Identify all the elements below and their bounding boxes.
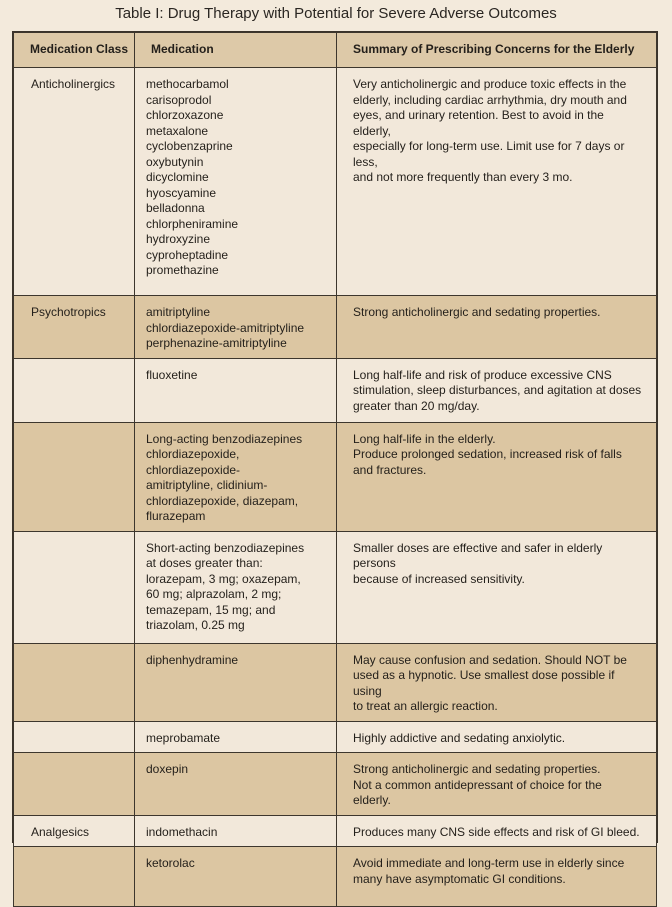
table-row [14, 358, 657, 422]
table-container [12, 31, 658, 886]
medication-line: doxepin [146, 762, 189, 776]
summary-cell [337, 358, 657, 422]
summary-line: Avoid immediate and long-term use in elderly since [353, 856, 625, 870]
table-row [14, 296, 657, 359]
summary-line: Smaller doses are effective and safer in elderly persons [353, 540, 603, 570]
summary-line: to treat an allergic reaction. [353, 699, 498, 713]
summary-cell [337, 753, 657, 816]
summary-line: Not a common antidepressant of choice for the elderly. [353, 777, 602, 807]
medication-cell [135, 68, 337, 296]
medication-class-cell [14, 422, 135, 531]
medication-line: hydroxyzine [146, 232, 211, 246]
medication-line: flurazepam [146, 509, 206, 523]
medication-line: chlorpheniramine [146, 216, 239, 231]
medication-cell [135, 422, 337, 531]
medication-cell [135, 815, 337, 847]
table-row [14, 643, 657, 721]
medication-line: perphenazine-amitriptyline [146, 336, 287, 350]
summary-line: stimulation, sleep disturbances, and agitation at doses [353, 383, 642, 397]
medication-class-cell [14, 753, 135, 816]
table-title: Table I: Drug Therapy with Potential for Severe Adverse Outcomes [115, 5, 557, 22]
medication-cell [135, 721, 337, 753]
summary-line: used as a hypnotic. Use smallest dose possible if using [353, 668, 615, 698]
summary-line: greater than 20 mg/day. [353, 398, 480, 413]
medication-line: amitriptyline, clidinium- [146, 478, 268, 492]
medication-line: chlordiazepoxide-amitriptyline [146, 320, 305, 335]
table-body [14, 68, 657, 907]
table-row [14, 422, 657, 531]
medication-line: chlordiazepoxide, diazepam, [146, 493, 299, 508]
medication-line: carisoprodol [146, 92, 212, 107]
summary-line: eyes, and urinary retention. Best to avoid in the elderly, [353, 108, 604, 138]
summary-line: Produce prolonged sedation, increased risk of falls [353, 447, 622, 461]
summary-cell [337, 531, 657, 643]
medication-class-cell [14, 358, 135, 422]
table-row [14, 721, 657, 753]
medication-class-cell: Psychotropics [14, 296, 135, 359]
header-medication: Medication [135, 33, 337, 68]
medication-cell [135, 296, 337, 359]
medication-line: Long-acting benzodiazepines [146, 431, 303, 446]
medication-class-cell [14, 531, 135, 643]
medication-line: amitriptyline [146, 305, 211, 319]
medication-line: ketorolac [146, 856, 195, 870]
medication-line: metaxalone [146, 123, 209, 138]
summary-cell [337, 643, 657, 721]
medication-line: lorazepam, 3 mg; oxazepam, [146, 571, 301, 586]
medication-line: cyproheptadine [146, 247, 229, 262]
table-row [14, 815, 657, 847]
medication-cell [135, 531, 337, 643]
medication-line: dicyclomine [146, 170, 209, 184]
medication-cell [135, 643, 337, 721]
summary-cell [337, 721, 657, 753]
medication-line: indomethacin [146, 824, 218, 839]
table-row [14, 847, 657, 907]
summary-line: May cause confusion and sedation. Should NOT be [353, 652, 627, 667]
drug-table [13, 32, 657, 907]
summary-cell [337, 68, 657, 296]
summary-cell [337, 815, 657, 847]
summary-cell [337, 847, 657, 907]
summary-line: Strong anticholinergic and sedating properties. [353, 762, 601, 776]
summary-cell [337, 422, 657, 531]
table-row [14, 531, 657, 643]
table-row [14, 753, 657, 816]
medication-line: Short-acting benzodiazepines [146, 540, 305, 555]
summary-line: Very anticholinergic and produce toxic effects in the [353, 77, 627, 91]
header-summary: Summary of Prescribing Concerns for the Elderly [337, 33, 657, 68]
medication-line: triazolam, 0.25 mg [146, 618, 245, 632]
medication-line: 60 mg; alprazolam, 2 mg; [146, 587, 282, 601]
summary-line: especially for long-term use. Limit use for 7 days or less, [353, 139, 625, 169]
summary-line: Strong anticholinergic and sedating properties. [353, 305, 601, 319]
summary-line: elderly, including cardiac arrhythmia, dry mouth and [353, 92, 627, 107]
medication-line: oxybutynin [146, 154, 204, 169]
summary-line: and not more frequently than every 3 mo. [353, 170, 573, 184]
table-row [14, 68, 657, 296]
summary-line: Produces many CNS side effects and risk of GI bleed. [353, 824, 640, 839]
medication-line: chlordiazepoxide, chlordiazepoxide- [146, 447, 241, 477]
medication-line: cyclobenzaprine [146, 139, 233, 153]
medication-cell [135, 847, 337, 907]
medication-cell [135, 358, 337, 422]
medication-line: methocarbamol [146, 77, 229, 91]
medication-line: hyoscyamine [146, 185, 217, 200]
medication-line: diphenhydramine [146, 652, 239, 667]
medication-class-cell: Anticholinergics [14, 68, 135, 296]
medication-class-cell [14, 721, 135, 753]
medication-line: chlorzoxazone [146, 108, 224, 122]
medication-line: fluoxetine [146, 367, 198, 382]
summary-line: because of increased sensitivity. [353, 571, 525, 586]
medication-line: meprobamate [146, 730, 221, 745]
medication-cell [135, 753, 337, 816]
header-medication-class: Medication Class [14, 33, 135, 68]
medication-line: at doses greater than: [146, 556, 263, 570]
summary-line: Long half-life in the elderly. [353, 431, 496, 446]
medication-class-cell [14, 847, 135, 907]
summary-line: Highly addictive and sedating anxiolytic. [353, 730, 566, 745]
summary-line: and fractures. [353, 462, 427, 477]
medication-class-cell [14, 643, 135, 721]
medication-class-cell: Analgesics [14, 815, 135, 847]
header-row [14, 33, 657, 68]
summary-cell [337, 296, 657, 359]
medication-line: temazepam, 15 mg; and [146, 602, 276, 617]
medication-line: promethazine [146, 263, 219, 277]
medication-line: belladonna [146, 201, 205, 215]
summary-line: many have asymptomatic GI conditions. [353, 871, 566, 886]
summary-line: Long half-life and risk of produce excessive CNS [353, 367, 612, 382]
